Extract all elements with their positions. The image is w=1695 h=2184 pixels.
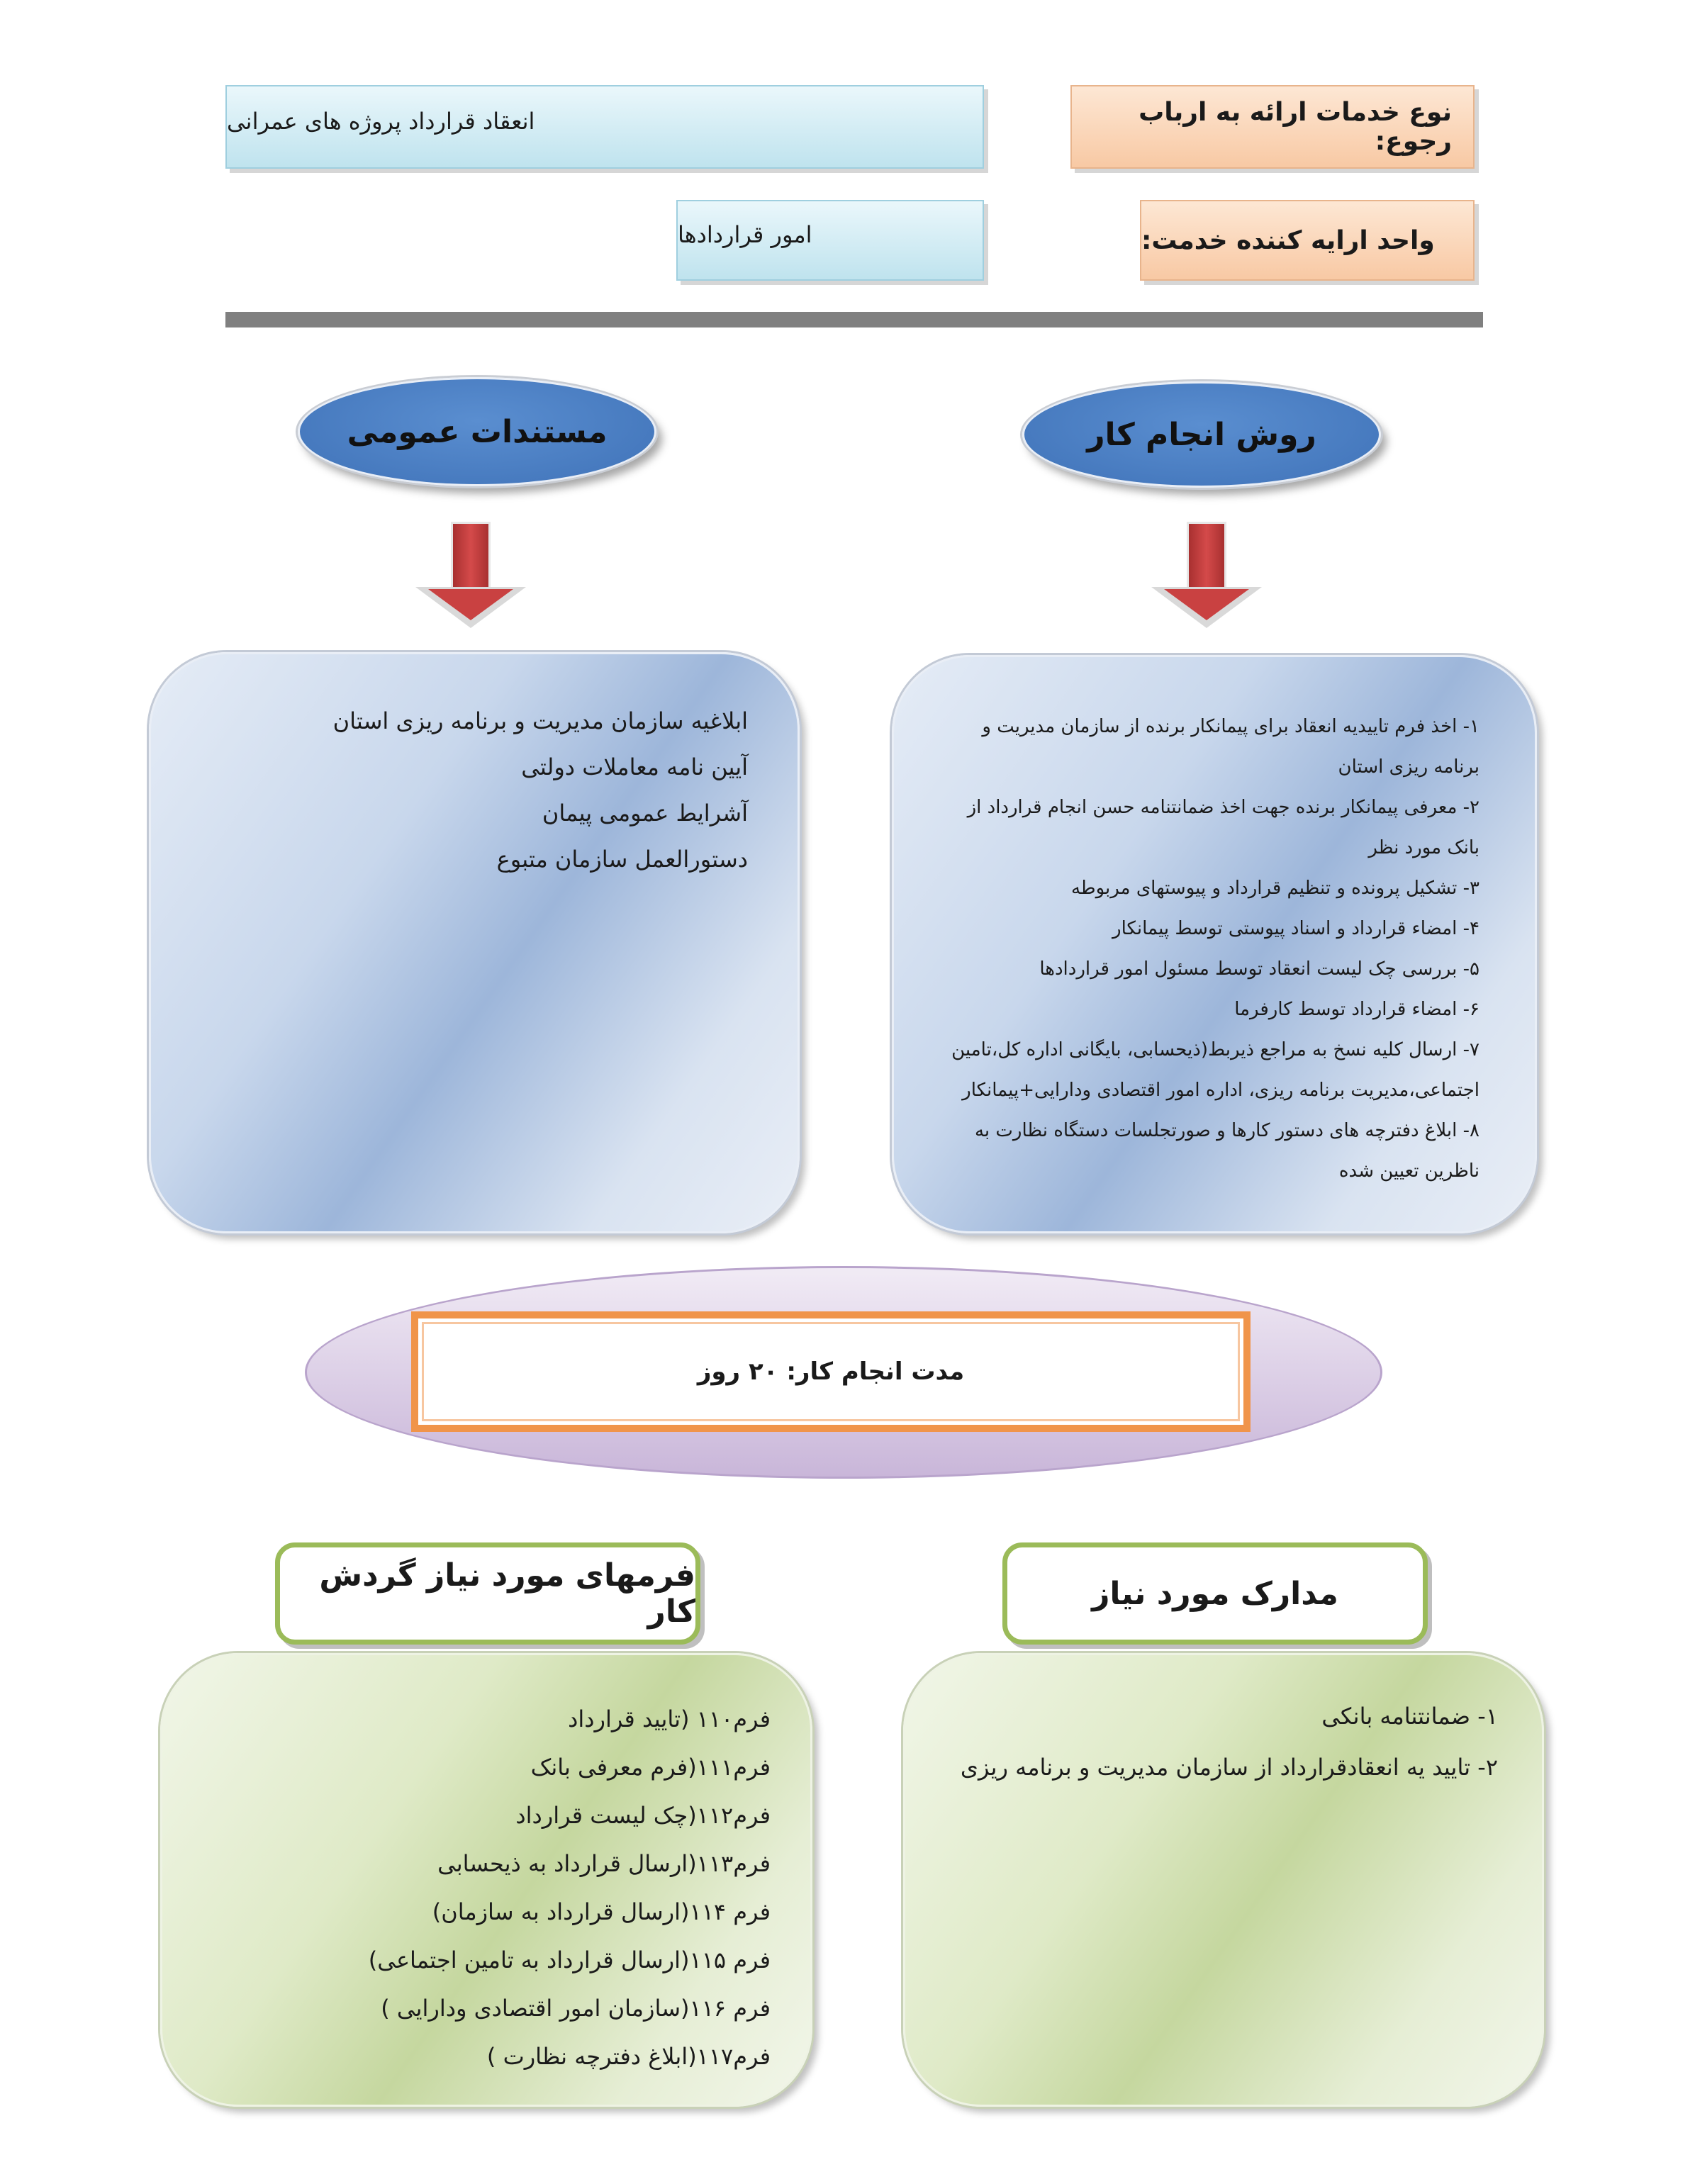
form-item: فرم۱۱۳(ارسال قرارداد به ذیحسابی bbox=[437, 1850, 771, 1877]
provider-value bbox=[676, 200, 984, 281]
procedure-step: ۲- معرفی پیمانکار برنده جهت اخذ ضمانتنامه حسن انجام قرارداد از bbox=[967, 797, 1479, 818]
general-doc-item: آیین نامه معاملات دولتی bbox=[521, 754, 748, 780]
procedure-title-oval bbox=[1022, 381, 1381, 488]
header-divider bbox=[225, 312, 1483, 327]
forms-header bbox=[275, 1542, 700, 1645]
service-type-value-text: انعقاد قرارداد پروژه های عمرانی bbox=[227, 108, 535, 135]
form-item: فرم۱۱۱(فرم معرفی بانک bbox=[530, 1754, 771, 1781]
duration-box bbox=[411, 1311, 1251, 1432]
forms-list bbox=[369, 1695, 771, 2081]
procedure-step: بانک مورد نظر bbox=[1368, 837, 1479, 858]
procedure-step: ۳- تشکیل پرونده و تنظیم قرارداد و پیوستهای مربوطه bbox=[1070, 878, 1479, 899]
procedure-step: ۴- امضاء قرارداد و اسناد پیوستی توسط پیمانکار bbox=[1112, 918, 1479, 939]
procedure-step: ۱- اخذ فرم تاییدیه انعقاد برای پیمانکار برنده از سازمان مدیریت و bbox=[982, 716, 1479, 737]
procedure-step: ۸- ابلاغ دفترچه های دستور کارها و صورتجلسات دستگاه نظارت به bbox=[974, 1120, 1479, 1141]
provider-label-text: واحد ارایه کننده خدمت: bbox=[1141, 225, 1435, 255]
service-type-label bbox=[1070, 85, 1475, 169]
required-docs-panel bbox=[903, 1653, 1544, 2107]
procedure-step: برنامه ریزی استان bbox=[1338, 756, 1479, 778]
general-docs-list bbox=[333, 698, 748, 883]
form-item: فرم ۱۱۵(ارسال قرارداد به تامین اجتماعی) bbox=[368, 1947, 771, 1973]
required-doc-item: ۲- تایید یه انعقادقرارداد از سازمان مدیریت و برنامه ریزی bbox=[960, 1754, 1498, 1781]
general-doc-item: آشرایط عمومی پیمان bbox=[542, 800, 748, 827]
forms-panel bbox=[160, 1653, 812, 2107]
required-doc-item: ۱- ضمانتنامه بانکی bbox=[1321, 1703, 1498, 1730]
procedure-panel bbox=[892, 655, 1537, 1233]
procedure-step: ۷- ارسال کلیه نسخ به مراجع ذیربط(ذیحسابی، بایگانی اداره کل،تامین bbox=[951, 1039, 1479, 1060]
form-item: فرم۱۱۲(چک لیست قرارداد bbox=[515, 1802, 771, 1829]
required-docs-title: مدارک مورد نیاز bbox=[1092, 1575, 1338, 1612]
service-type-value bbox=[225, 85, 984, 169]
general-doc-item: ابلاغیه سازمان مدیریت و برنامه ریزی استان bbox=[332, 707, 748, 734]
provider-label bbox=[1140, 200, 1475, 281]
required-docs-header bbox=[1002, 1542, 1428, 1645]
form-item: فرم ۱۱۴(ارسال قرارداد به سازمان) bbox=[432, 1898, 771, 1925]
procedure-step: ۵- بررسی چک لیست انعقاد توسط مسئول امور قراردادها bbox=[1039, 958, 1479, 980]
duration-text: مدت انجام کار: ۲۰ روز bbox=[697, 1357, 965, 1386]
general-docs-title: مستندات عمومی bbox=[347, 413, 608, 450]
form-item: فرم۱۱۷(ابلاغ دفترچه نظارت ) bbox=[486, 2043, 771, 2070]
procedure-step: ناظرین تعیین شده bbox=[1338, 1160, 1479, 1182]
general-docs-down-arrow bbox=[415, 522, 526, 628]
general-docs-title-oval bbox=[298, 377, 656, 486]
form-item: فرم ۱۱۶(سازمان امور اقتصادی ودارایی ) bbox=[381, 1995, 771, 2022]
forms-title: فرمهای مورد نیاز گردش کار bbox=[319, 1557, 695, 1630]
procedure-title: روش انجام کار bbox=[1087, 416, 1316, 453]
procedure-step: اجتماعی،مدیریت برنامه ریزی، اداره امور اقتصادی ودارایی+پیمانکار bbox=[962, 1080, 1479, 1101]
procedure-down-arrow bbox=[1151, 522, 1262, 628]
general-docs-panel bbox=[149, 652, 800, 1233]
procedure-steps-list bbox=[951, 707, 1479, 1192]
required-docs-list bbox=[961, 1691, 1498, 1793]
service-type-label-text: نوع خدمات ارائه به ارباب رجوع: bbox=[1139, 98, 1452, 156]
general-doc-item: دستورالعمل سازمان متبوع bbox=[496, 846, 748, 873]
procedure-step: ۶- امضاء قرارداد توسط کارفرما bbox=[1234, 999, 1479, 1020]
form-item: فرم۱۱۰ (تایید قرارداد bbox=[568, 1706, 771, 1732]
provider-value-text: امور قراردادها bbox=[678, 221, 812, 248]
